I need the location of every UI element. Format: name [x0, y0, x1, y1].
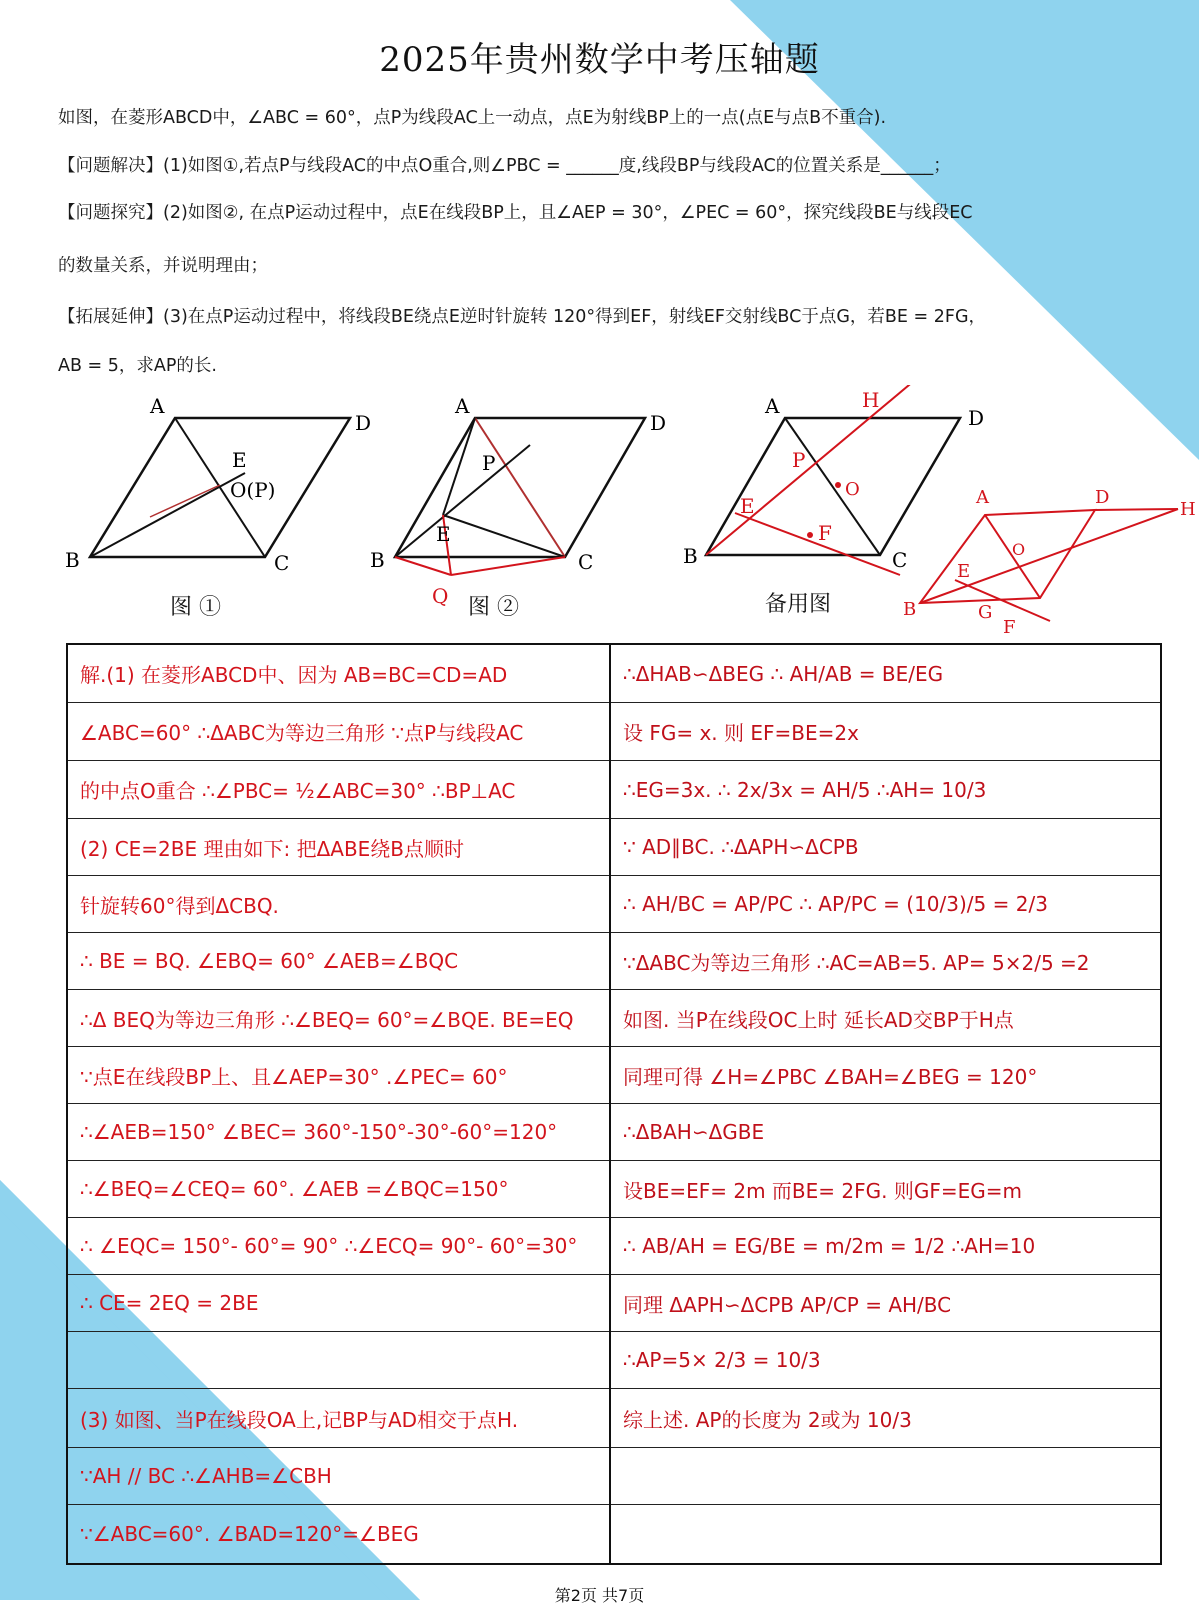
- problem-part1: 【问题解决】(1)如图①,若点P与线段AC的中点O重合,则∠PBC = ______度,线段BP与线段AC的位置关系是______；: [58, 156, 951, 176]
- left-line-12: ∴ CE= 2EQ = 2BE: [68, 1275, 609, 1332]
- fig1-label-C: C: [274, 551, 290, 575]
- problem-part2-line1: 【问题探究】(2)如图②, 在点P运动过程中，点E在线段BP上，且∠AEP = 30°，∠PEC = 60°，探究线段BE与线段EC: [58, 203, 973, 223]
- solution-left-column: [68, 645, 611, 1563]
- fig3-caption: 备用图: [765, 592, 832, 617]
- page-title: 2025年贵州数学中考压轴题: [379, 40, 820, 80]
- fig1-label-A: A: [150, 394, 165, 418]
- left-line-13: [68, 1332, 609, 1389]
- right-line-13: ∴AP=5× 2/3 = 10/3: [611, 1332, 1160, 1389]
- fig3-label-O: O: [845, 479, 860, 500]
- right-line-15: [611, 1448, 1160, 1505]
- figure-2-diagram: [370, 394, 666, 608]
- right-line-9: ∴ΔBAH∽ΔGBE: [611, 1104, 1160, 1161]
- left-line-7: ∴Δ BEQ为等边三角形 ∴∠BEQ= 60°=∠BQE. BE=EQ: [68, 990, 609, 1047]
- fig2-label-B: B: [370, 548, 385, 572]
- page-footer: 第2页 共7页: [554, 1586, 645, 1605]
- fig1-label-D: D: [355, 411, 372, 435]
- fig1-label-O: O(P): [230, 478, 276, 502]
- left-line-2: ∠ABC=60° ∴ΔABC为等边三角形 ∵点P与线段AC: [68, 703, 609, 761]
- right-line-3: ∴EG=3x. ∴ 2x/3x = AH/5 ∴AH= 10/3: [611, 761, 1160, 819]
- fig2-label-P: P: [482, 451, 496, 475]
- right-line-5: ∴ AH/BC = AP/PC ∴ AP/PC = (10/3)/5 = 2/3: [611, 876, 1160, 933]
- fig3-label-F: F: [818, 521, 832, 545]
- left-line-3: 的中点O重合 ∴∠PBC= ½∠ABC=30° ∴BP⊥AC: [68, 761, 609, 819]
- left-line-10: ∴∠BEQ=∠CEQ= 60°. ∠AEB =∠BQC=150°: [68, 1161, 609, 1218]
- fig4-label-F: F: [1003, 617, 1016, 638]
- left-line-6: ∴ BE = BQ. ∠EBQ= 60° ∠AEB=∠BQC: [68, 933, 609, 990]
- left-line-15: ∵AH // BC ∴∠AHB=∠CBH: [68, 1448, 609, 1505]
- fig2-label-A: A: [455, 394, 470, 418]
- left-line-5: 针旋转60°得到ΔCBQ.: [68, 876, 609, 933]
- figure-1-diagram: [65, 394, 371, 575]
- fig1-label-E: E: [232, 448, 247, 472]
- fig2-label-Q: Q: [432, 584, 449, 608]
- solution-sheet: [66, 643, 1162, 1565]
- solution-right-column: [611, 645, 1160, 1563]
- right-line-12: 同理 ΔAPH∽ΔCPB AP/CP = AH/BC: [611, 1275, 1160, 1332]
- fig3-label-H: H: [862, 388, 880, 412]
- fig2-label-C: C: [578, 550, 594, 574]
- fig4-label-G: G: [978, 602, 993, 623]
- right-line-6: ∵ΔABC为等边三角形 ∴AC=AB=5. AP= 5×2/5 =2: [611, 933, 1160, 990]
- problem-part3-line1: 【拓展延伸】(3)在点P运动过程中，将线段BE绕点E逆时针旋转 120°得到EF，射线EF交射线BC于点G，若BE = 2FG，: [58, 307, 987, 327]
- left-line-4: (2) CE=2BE 理由如下: 把ΔABE绕B点顺时: [68, 819, 609, 876]
- fig4-label-A: A: [976, 487, 989, 508]
- left-line-8: ∵点E在线段BP上、且∠AEP=30° .∠PEC= 60°: [68, 1047, 609, 1104]
- left-line-16: ∵∠ABC=60°. ∠BAD=120°=∠BEG: [80, 1522, 419, 1546]
- right-line-14: 综上述. AP的长度为 2或为 10/3: [611, 1389, 1160, 1448]
- left-line-1: 解.(1) 在菱形ABCD中、因为 AB=BC=CD=AD: [68, 645, 609, 703]
- figure-4-sketch: [903, 487, 1196, 638]
- figure-3-diagram: [683, 385, 984, 575]
- right-line-11: ∴ AB/AH = EG/BE = m/2m = 1/2 ∴AH=10: [611, 1218, 1160, 1275]
- fig2-caption: 图 ②: [468, 595, 519, 620]
- fig3-label-C: C: [892, 548, 908, 572]
- problem-intro: 如图，在菱形ABCD中，∠ABC = 60°，点P为线段AC上一动点，点E为射线BP上的一点(点E与点B不重合).: [58, 108, 887, 128]
- right-line-16: [611, 1505, 1160, 1563]
- fig3-label-B: B: [683, 544, 698, 568]
- left-line-9: ∴∠AEB=150° ∠BEC= 360°-150°-30°-60°=120°: [68, 1104, 609, 1161]
- fig4-label-E: E: [957, 561, 971, 582]
- fig3-label-D: D: [968, 406, 985, 430]
- right-line-4: ∵ AD∥BC. ∴ΔAPH∽ΔCPB: [611, 819, 1160, 876]
- problem-part3-line2: AB = 5，求AP的长.: [58, 356, 217, 376]
- fig3-label-P: P: [792, 448, 806, 472]
- right-line-2: 设 FG= x. 则 EF=BE=2x: [611, 703, 1160, 761]
- fig3-label-A: A: [765, 394, 780, 418]
- right-line-8: 同理可得 ∠H=∠PBC ∠BAH=∠BEG = 120°: [611, 1047, 1160, 1104]
- right-line-1: ∴ΔHAB∽ΔBEG ∴ AH/AB = BE/EG: [611, 645, 1160, 703]
- left-line-14: (3) 如图、当P在线段OA上,记BP与AD相交于点H.: [68, 1389, 609, 1448]
- left-line-11: ∴ ∠EQC= 150°- 60°= 90° ∴∠ECQ= 90°- 60°=30°: [68, 1218, 609, 1275]
- fig4-label-D: D: [1095, 487, 1110, 508]
- fig1-label-B: B: [65, 548, 80, 572]
- right-line-7: 如图. 当P在线段OC上时 延长AD交BP于H点: [611, 990, 1160, 1047]
- right-line-10: 设BE=EF= 2m 而BE= 2FG. 则GF=EG=m: [611, 1161, 1160, 1218]
- fig2-label-D: D: [650, 411, 667, 435]
- fig3-label-E: E: [740, 494, 755, 518]
- problem-part2-line2: 的数量关系，并说明理由；: [58, 256, 268, 276]
- fig2-label-E: E: [436, 522, 451, 546]
- fig4-label-O: O: [1012, 540, 1026, 559]
- fig4-label-H: H: [1180, 499, 1196, 520]
- figures-area: [0, 385, 1199, 640]
- fig4-label-B: B: [903, 599, 917, 620]
- fig1-caption: 图 ①: [170, 595, 221, 620]
